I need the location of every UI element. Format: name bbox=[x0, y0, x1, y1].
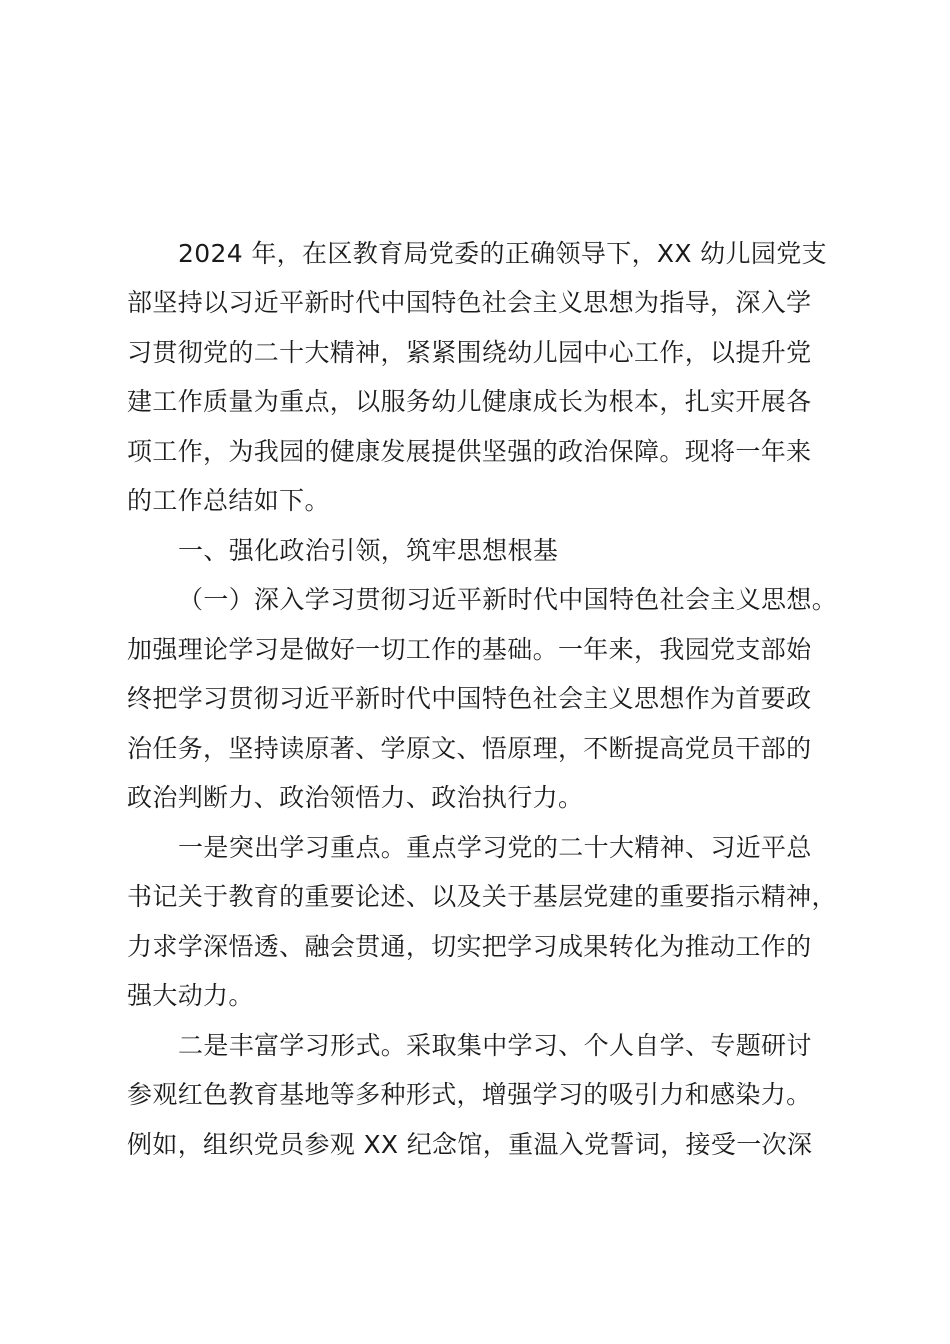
paragraph-4-line-3: 例如，组织党员参观 XX 纪念馆，重温入党誓词，接受一次深 bbox=[127, 1130, 813, 1159]
section-heading: 一、强化政治引领，筑牢思想根基 bbox=[178, 536, 559, 565]
paragraph-1-line-4: 建工作质量为重点，以服务幼儿健康成长为根本，扎实开展各 bbox=[127, 387, 812, 416]
paragraph-1-line-2: 部坚持以习近平新时代中国特色社会主义思想为指导，深入学 bbox=[127, 288, 812, 317]
paragraph-2-line-3: 终把学习贯彻习近平新时代中国特色社会主义思想作为首要政 bbox=[127, 684, 812, 713]
subsection-heading-line-1: （一）深入学习贯彻习近平新时代中国特色社会主义思想。 bbox=[178, 585, 838, 614]
paragraph-3-line-1: 一是突出学习重点。重点学习党的二十大精神、习近平总 bbox=[178, 833, 812, 862]
paragraph-2-line-4: 治任务，坚持读原著、学原文、悟原理，不断提高党员干部的 bbox=[127, 734, 812, 763]
paragraph-4-line-1: 二是丰富学习形式。采取集中学习、个人自学、专题研讨 bbox=[178, 1031, 812, 1060]
paragraph-1-line-1: 2024 年，在区教育局党委的正确领导下，XX 幼儿园党支 bbox=[178, 239, 827, 268]
paragraph-3-line-3: 力求学深悟透、融会贯通，切实把学习成果转化为推动工作的 bbox=[127, 932, 812, 961]
paragraph-2-line-2: 加强理论学习是做好一切工作的基础。一年来，我园党支部始 bbox=[127, 635, 812, 664]
paragraph-2-line-5: 政治判断力、政治领悟力、政治执行力。 bbox=[127, 783, 584, 812]
paragraph-1-line-6: 的工作总结如下。 bbox=[127, 486, 330, 515]
paragraph-1-line-5: 项工作，为我园的健康发展提供坚强的政治保障。现将一年来 bbox=[127, 437, 812, 466]
paragraph-3-line-4: 强大动力。 bbox=[127, 981, 254, 1010]
paragraph-4-line-2: 参观红色教育基地等多种形式，增强学习的吸引力和感染力。 bbox=[127, 1080, 812, 1109]
paragraph-1-line-3: 习贯彻党的二十大精神，紧紧围绕幼儿园中心工作，以提升党 bbox=[127, 338, 812, 367]
paragraph-3-line-2: 书记关于教育的重要论述、以及关于基层党建的重要指示精神， bbox=[127, 882, 837, 911]
